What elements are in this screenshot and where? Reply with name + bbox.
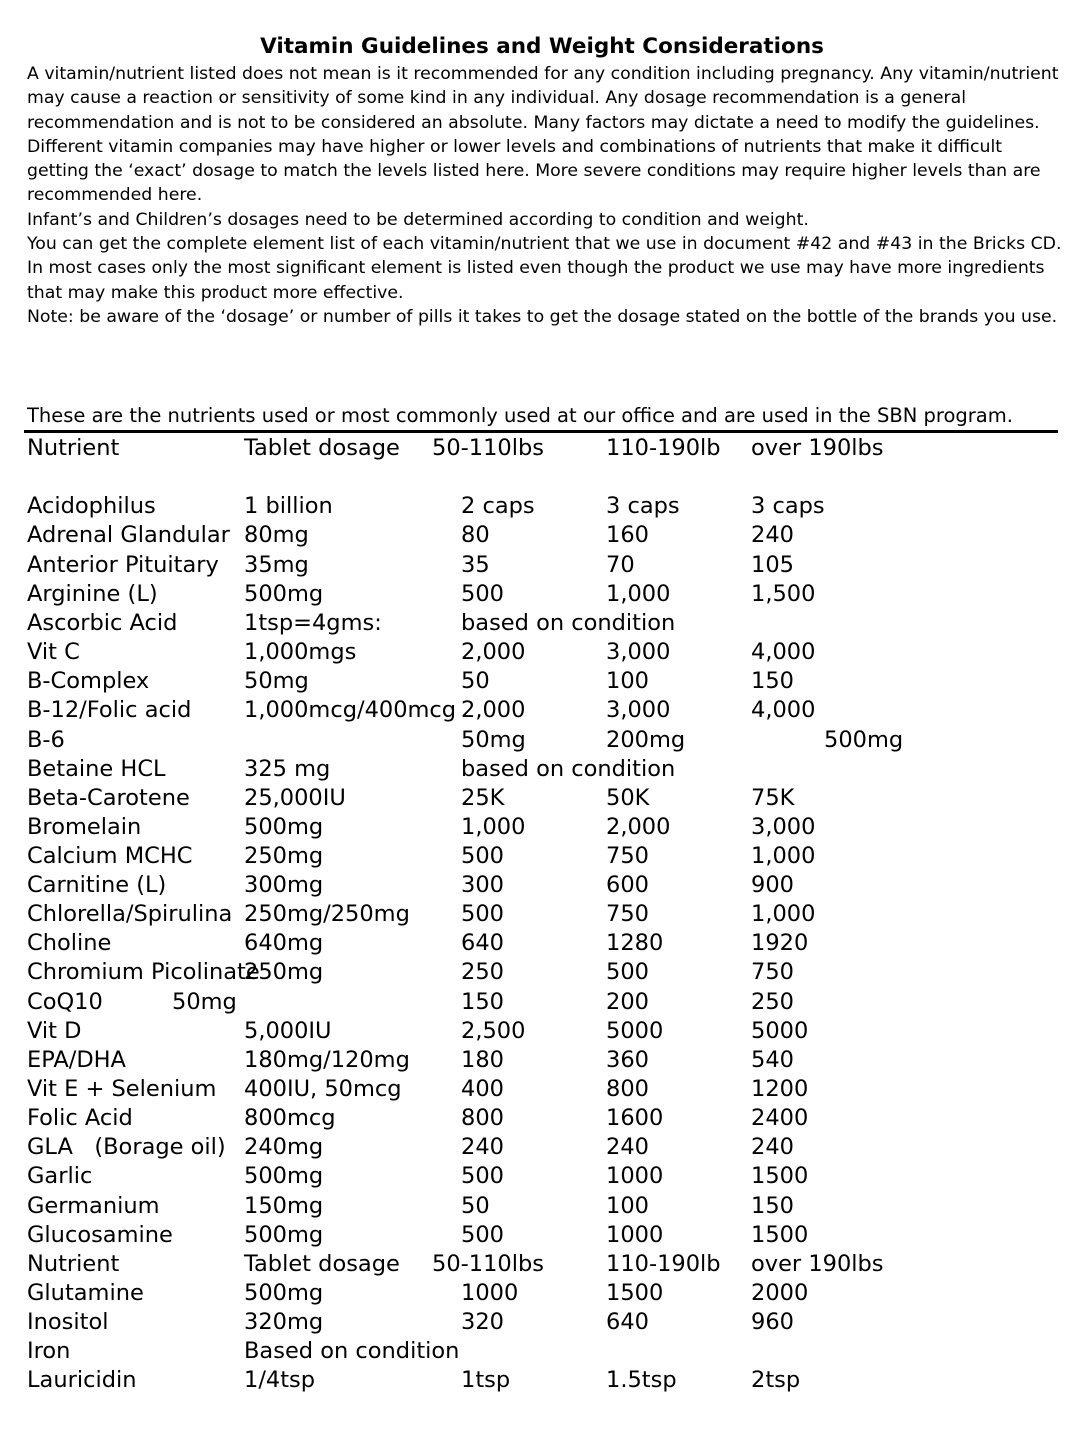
cell-tablet: 150mg bbox=[244, 1193, 324, 1219]
cell-tablet: Tablet dosage bbox=[244, 1251, 400, 1277]
table-row bbox=[0, 1308, 1084, 1337]
cell-tablet: 35mg bbox=[244, 552, 309, 578]
cell-over-190: 2tsp bbox=[751, 1367, 801, 1393]
cell-110-190: 100 bbox=[606, 668, 649, 694]
cell-over-190: 1,000 bbox=[751, 843, 816, 869]
table-row bbox=[0, 842, 1084, 871]
cell-over-190: 240 bbox=[751, 1134, 794, 1160]
cell-over-190: 1500 bbox=[751, 1222, 809, 1248]
cell-50-110: 2 caps bbox=[461, 493, 535, 519]
cell-over-190: 540 bbox=[751, 1047, 794, 1073]
table-row bbox=[0, 1133, 1084, 1162]
cell-110-190: 200 bbox=[606, 989, 649, 1015]
cell-nutrient: Glutamine bbox=[27, 1280, 144, 1306]
cell-nutrient: B-12/Folic acid bbox=[27, 697, 192, 723]
cell-tablet: 500mg bbox=[244, 581, 324, 607]
cell-tablet: 640mg bbox=[244, 930, 324, 956]
cell-nutrient: Acidophilus bbox=[27, 493, 156, 519]
table-row bbox=[0, 1221, 1084, 1250]
cell-tablet: 500mg bbox=[244, 814, 324, 840]
cell-50-110: 500 bbox=[461, 1163, 504, 1189]
header-over-190: over 190lbs bbox=[751, 435, 884, 461]
header-110-190: 110-190lb bbox=[606, 435, 721, 461]
cell-over-190: 75K bbox=[751, 785, 795, 811]
table-row bbox=[0, 1075, 1084, 1104]
header-50-110: 50-110lbs bbox=[432, 435, 544, 461]
table-row bbox=[0, 696, 1084, 725]
cell-tablet: 1 billion bbox=[244, 493, 333, 519]
cell-50-110: 800 bbox=[461, 1105, 504, 1131]
cell-over-190: 105 bbox=[751, 552, 794, 578]
cell-tablet: 1,000mgs bbox=[244, 639, 357, 665]
cell-110-190: 5000 bbox=[606, 1018, 664, 1044]
cell-110-190: 3 caps bbox=[606, 493, 680, 519]
cell-over-190: 3,000 bbox=[751, 814, 816, 840]
cell-over-190: 3 caps bbox=[751, 493, 825, 519]
cell-nutrient: Beta-Carotene bbox=[27, 785, 190, 811]
cell-nutrient: Vit E + Selenium bbox=[27, 1076, 217, 1102]
table-row bbox=[0, 1366, 1084, 1395]
cell-nutrient: Iron bbox=[27, 1338, 71, 1364]
cell-tablet: 400IU, 50mcg bbox=[244, 1076, 402, 1102]
cell-over-190: 900 bbox=[751, 872, 794, 898]
cell-over-190: 150 bbox=[751, 1193, 794, 1219]
cell-nutrient: Carnitine (L) bbox=[27, 872, 167, 898]
cell-over-190: 5000 bbox=[751, 1018, 809, 1044]
cell-nutrient: Germanium bbox=[27, 1193, 160, 1219]
cell-nutrient: EPA/DHA bbox=[27, 1047, 126, 1073]
cell-50-110: 50mg bbox=[461, 727, 526, 753]
table-row bbox=[0, 1162, 1084, 1191]
cell-110-190: 750 bbox=[606, 901, 649, 927]
cell-110-190: 600 bbox=[606, 872, 649, 898]
cell-tablet: 180mg/120mg bbox=[244, 1047, 410, 1073]
cell-nutrient: Calcium MCHC bbox=[27, 843, 193, 869]
table-header-row bbox=[0, 1250, 1084, 1279]
cell-110-190: 640 bbox=[606, 1309, 649, 1335]
cell-50-110: 25K bbox=[461, 785, 505, 811]
table-row bbox=[0, 958, 1084, 987]
intro-paragraph: Different vitamin companies may have higher or lower levels and combinations of nutrients that make it difficult getting the ‘exact’ dosage to match the levels listed here. More severe conditions may require higher levels than are recommended here. bbox=[27, 136, 1041, 206]
table-row bbox=[0, 900, 1084, 929]
cell-110-190: 1000 bbox=[606, 1163, 664, 1189]
table-row bbox=[0, 1017, 1084, 1046]
cell-over-190: 960 bbox=[751, 1309, 794, 1335]
cell-110-190: 110-190lb bbox=[606, 1251, 721, 1277]
cell-50-110: 35 bbox=[461, 552, 490, 578]
cell-tablet: 80mg bbox=[244, 522, 309, 548]
cell-nutrient: GLA (Borage oil) bbox=[27, 1134, 226, 1160]
cell-nutrient: CoQ10 bbox=[27, 989, 103, 1015]
cell-tablet: 1,000mcg/400mcg bbox=[244, 697, 457, 723]
cell-nutrient: Arginine (L) bbox=[27, 581, 158, 607]
table-row bbox=[0, 988, 1084, 1017]
cell-over-190: 1920 bbox=[751, 930, 809, 956]
cell-50-110: 180 bbox=[461, 1047, 504, 1073]
table-row bbox=[0, 871, 1084, 900]
cell-50-110: 240 bbox=[461, 1134, 504, 1160]
cell-over-190: 1200 bbox=[751, 1076, 809, 1102]
cell-tablet: 250mg bbox=[244, 843, 324, 869]
cell-nutrient: Chromium Picolinate bbox=[27, 959, 260, 985]
cell-50-110: 500 bbox=[461, 581, 504, 607]
page-title: Vitamin Guidelines and Weight Considerations bbox=[260, 34, 824, 59]
cell-nutrient: Anterior Pituitary bbox=[27, 552, 219, 578]
cell-50-110: 400 bbox=[461, 1076, 504, 1102]
table-row bbox=[0, 813, 1084, 842]
cell-110-190: 50K bbox=[606, 785, 650, 811]
cell-110-190: 1,000 bbox=[606, 581, 671, 607]
cell-tablet: 250mg bbox=[244, 959, 324, 985]
cell-nutrient: Betaine HCL bbox=[27, 756, 166, 782]
cell-nutrient: Lauricidin bbox=[27, 1367, 137, 1393]
table-row bbox=[0, 755, 1084, 784]
cell-50-110: 320 bbox=[461, 1309, 504, 1335]
cell-over-190: 2400 bbox=[751, 1105, 809, 1131]
intro-paragraph: Note: be aware of the ‘dosage’ or number of pills it takes to get the dosage stated on the bottle of the brands you use. bbox=[27, 306, 1058, 327]
intro-paragraph: Infant’s and Children’s dosages need to be determined according to condition and weight. bbox=[27, 209, 809, 230]
table-row bbox=[0, 1279, 1084, 1308]
cell-110-190: 70 bbox=[606, 552, 635, 578]
cell-tablet: 1/4tsp bbox=[244, 1367, 316, 1393]
table-row bbox=[0, 784, 1084, 813]
cell-110-190: 1.5tsp bbox=[606, 1367, 677, 1393]
cell-50-110: 1,000 bbox=[461, 814, 526, 840]
cell-110-190: 100 bbox=[606, 1193, 649, 1219]
cell-50-110: 500 bbox=[461, 843, 504, 869]
intro-paragraph: A vitamin/nutrient listed does not mean is it recommended for any condition including pregnancy. Any vitamin/nutrient may cause a reaction or sensitivity of some kind in any individual. Any dosage recommendation is a general recommendation and is not to be considered an absolute. Many factors may dictate a need to modify the guidelines. bbox=[27, 64, 1059, 133]
cell-50-110: based on condition bbox=[461, 610, 676, 636]
intro-text bbox=[27, 62, 1067, 329]
cell-110-190: 1500 bbox=[606, 1280, 664, 1306]
cell-nutrient: Chlorella/Spirulina bbox=[27, 901, 233, 927]
cell-tablet: 320mg bbox=[244, 1309, 324, 1335]
cell-50-110: 2,000 bbox=[461, 639, 526, 665]
cell-50-110: 1tsp bbox=[461, 1367, 511, 1393]
table-row bbox=[0, 929, 1084, 958]
cell-50-110: 80 bbox=[461, 522, 490, 548]
table-row bbox=[0, 521, 1084, 550]
cell-over-190: 2000 bbox=[751, 1280, 809, 1306]
cell-tablet: 1tsp=4gms: bbox=[244, 610, 382, 636]
cell-nutrient: Choline bbox=[27, 930, 112, 956]
table-row bbox=[0, 492, 1084, 521]
cell-110-190: 200mg bbox=[606, 727, 686, 753]
header-tablet-dosage: Tablet dosage bbox=[244, 435, 400, 461]
table-row bbox=[0, 551, 1084, 580]
cell-50-110: 50 bbox=[461, 1193, 490, 1219]
cell-tablet: 50mg bbox=[244, 668, 309, 694]
table-row bbox=[0, 1046, 1084, 1075]
cell-tablet: 250mg/250mg bbox=[244, 901, 410, 927]
cell-over-190: 4,000 bbox=[751, 697, 816, 723]
cell-50-110: 50-110lbs bbox=[432, 1251, 544, 1277]
cell-nutrient: Ascorbic Acid bbox=[27, 610, 178, 636]
cell-50-110: 300 bbox=[461, 872, 504, 898]
cell-tablet: 300mg bbox=[244, 872, 324, 898]
cell-110-190: 160 bbox=[606, 522, 649, 548]
cell-110-190: 1600 bbox=[606, 1105, 664, 1131]
table-row bbox=[0, 667, 1084, 696]
table-divider bbox=[24, 430, 1058, 433]
cell-110-190: 360 bbox=[606, 1047, 649, 1073]
cell-nutrient: B-Complex bbox=[27, 668, 150, 694]
cell-over-190: 250 bbox=[751, 989, 794, 1015]
cell-nutrient: Adrenal Glandular bbox=[27, 522, 230, 548]
cell-110-190: 240 bbox=[606, 1134, 649, 1160]
cell-110-190: 3,000 bbox=[606, 639, 671, 665]
cell-tablet: 325 mg bbox=[244, 756, 331, 782]
header-nutrient: Nutrient bbox=[27, 435, 120, 461]
cell-110-190: 750 bbox=[606, 843, 649, 869]
cell-over-190: 4,000 bbox=[751, 639, 816, 665]
cell-tablet: 500mg bbox=[244, 1222, 324, 1248]
table-row bbox=[0, 638, 1084, 667]
table-row bbox=[0, 580, 1084, 609]
cell-over-190: 1,000 bbox=[751, 901, 816, 927]
cell-50-110: based on condition bbox=[461, 756, 676, 782]
cell-50-110: 500 bbox=[461, 901, 504, 927]
cell-nutrient: Vit D bbox=[27, 1018, 82, 1044]
table-row bbox=[0, 1104, 1084, 1133]
cell-over-190: 150 bbox=[751, 668, 794, 694]
cell-nutrient: Inositol bbox=[27, 1309, 109, 1335]
intro-paragraph: You can get the complete element list of each vitamin/nutrient that we use in document #42 and #43 in the Bricks CD. In most cases only the most significant element is listed even though the product we use may have more ingredients that may make this product more effective. bbox=[27, 234, 1062, 303]
cell-over-190: over 190lbs bbox=[751, 1251, 884, 1277]
cell-110-190: 1280 bbox=[606, 930, 664, 956]
cell-nutrient: Vit C bbox=[27, 639, 80, 665]
cell-50-110: 2,000 bbox=[461, 697, 526, 723]
cell-50-110: 1000 bbox=[461, 1280, 519, 1306]
cell-nutrient: Nutrient bbox=[27, 1251, 120, 1277]
cell-nutrient: B-6 bbox=[27, 727, 65, 753]
cell-tablet: 240mg bbox=[244, 1134, 324, 1160]
cell-nutrient: Folic Acid bbox=[27, 1105, 133, 1131]
cell-tablet: 25,000IU bbox=[244, 785, 346, 811]
cell-110-190: 1000 bbox=[606, 1222, 664, 1248]
cell-tablet: 5,000IU bbox=[244, 1018, 332, 1044]
cell-nutrient: Bromelain bbox=[27, 814, 142, 840]
cell-tablet: 800mcg bbox=[244, 1105, 336, 1131]
table-row bbox=[0, 726, 1084, 755]
table-row bbox=[0, 609, 1084, 638]
cell-50-110: 640 bbox=[461, 930, 504, 956]
cell-over-190: 1,500 bbox=[751, 581, 816, 607]
cell-110-190: 800 bbox=[606, 1076, 649, 1102]
cell-50-110: 500 bbox=[461, 1222, 504, 1248]
cell-110-190: 500 bbox=[606, 959, 649, 985]
cell-tablet: 50mg bbox=[172, 989, 237, 1015]
cell-tablet: 500mg bbox=[244, 1280, 324, 1306]
cell-tablet: Based on condition bbox=[244, 1338, 460, 1364]
cell-110-190: 2,000 bbox=[606, 814, 671, 840]
cell-over-190: 1500 bbox=[751, 1163, 809, 1189]
cell-110-190: 3,000 bbox=[606, 697, 671, 723]
cell-over-190: 240 bbox=[751, 522, 794, 548]
cell-nutrient: Garlic bbox=[27, 1163, 93, 1189]
table-header-row bbox=[0, 434, 1084, 463]
cell-50-110: 2,500 bbox=[461, 1018, 526, 1044]
cell-50-110: 50 bbox=[461, 668, 490, 694]
cell-tablet: 500mg bbox=[244, 1163, 324, 1189]
cell-over-190: 500mg bbox=[824, 727, 904, 753]
table-row bbox=[0, 1337, 1084, 1366]
cell-nutrient: Glucosamine bbox=[27, 1222, 173, 1248]
table-row bbox=[0, 1192, 1084, 1221]
table-caption: These are the nutrients used or most commonly used at our office and are used in the SBN program. bbox=[27, 404, 1013, 427]
cell-50-110: 150 bbox=[461, 989, 504, 1015]
cell-50-110: 250 bbox=[461, 959, 504, 985]
cell-over-190: 750 bbox=[751, 959, 794, 985]
